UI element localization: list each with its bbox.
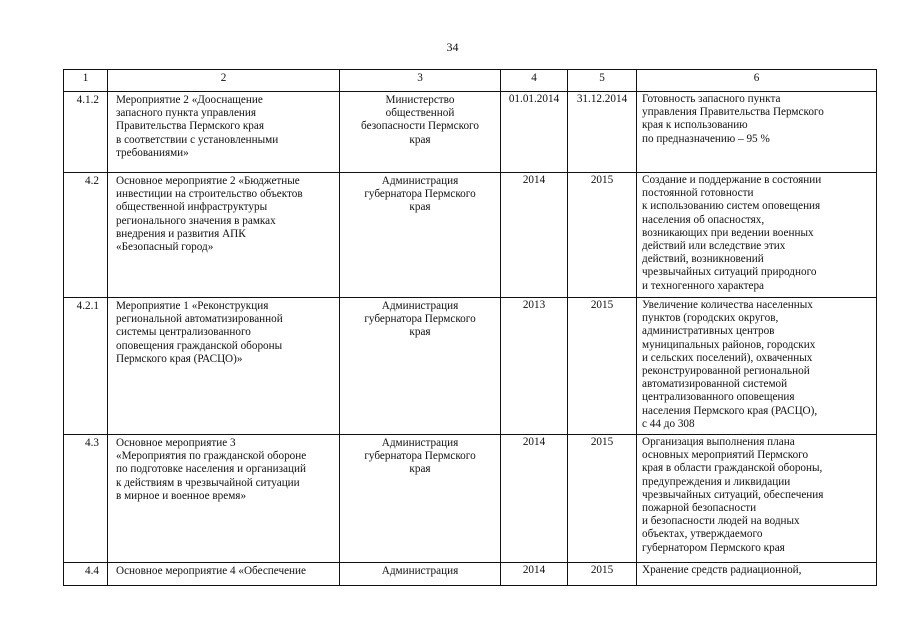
end-date: 2015 bbox=[568, 173, 637, 298]
table-row bbox=[64, 92, 877, 173]
start-date: 2013 bbox=[501, 298, 568, 435]
header-cell-5: 5 bbox=[568, 70, 637, 92]
expected-result: Готовность запасного пункта управления Правительства Пермского края к использованию по предназначению – 95 % bbox=[637, 92, 877, 173]
start-date: 2014 bbox=[501, 173, 568, 298]
end-date: 2015 bbox=[568, 563, 637, 586]
end-date: 2015 bbox=[568, 298, 637, 435]
start-date: 2014 bbox=[501, 435, 568, 563]
expected-result: Хранение средств радиационной, bbox=[637, 563, 877, 586]
end-date: 2015 bbox=[568, 435, 637, 563]
header-cell-1: 1 bbox=[64, 70, 108, 92]
expected-result: Создание и поддержание в состоянии постоянной готовности к использованию систем оповещения населения об опасностях, возникающих при ведении военных действий или вследствие этих действий, возникновений чрезвычайных ситуаций природного и техногенного характера bbox=[637, 173, 877, 298]
row-number: 4.3 bbox=[64, 435, 108, 563]
start-date: 01.01.2014 bbox=[501, 92, 568, 173]
activity-name: Основное мероприятие 3 «Мероприятия по гражданской обороне по подготовке населения и организаций к действиям в чрезвычайной ситуации в мирное и военное время» bbox=[108, 435, 340, 563]
expected-result: Организация выполнения плана основных мероприятий Пермского края в области гражданской обороны, предупреждения и ликвидации чрезвычайных ситуаций, обеспечения пожарной безопасности и безопасности людей на водных объектах, утверждаемого губернатором Пермского края bbox=[637, 435, 877, 563]
header-row bbox=[64, 70, 877, 92]
row-number: 4.1.2 bbox=[64, 92, 108, 173]
end-date: 31.12.2014 bbox=[568, 92, 637, 173]
activity-name: Основное мероприятие 2 «Бюджетные инвестиции на строительство объектов общественной инфраструктуры регионального значения в рамках внедрения и развития АПК «Безопасный город» bbox=[108, 173, 340, 298]
table-row bbox=[64, 173, 877, 298]
row-number: 4.2 bbox=[64, 173, 108, 298]
start-date: 2014 bbox=[501, 563, 568, 586]
executor: Администрация губернатора Пермского края bbox=[340, 173, 501, 298]
executor: Министерство общественной безопасности Пермского края bbox=[340, 92, 501, 173]
activity-name: Мероприятие 2 «Дооснащение запасного пункта управления Правительства Пермского края в соответствии с установленными требованиями» bbox=[108, 92, 340, 173]
page-number: 34 bbox=[446, 40, 459, 54]
activity-name: Мероприятие 1 «Реконструкция региональной автоматизированной системы централизованного оповещения гражданской обороны Пермского края (РАСЦО)» bbox=[108, 298, 340, 435]
header-cell-2: 2 bbox=[108, 70, 340, 92]
row-number: 4.2.1 bbox=[64, 298, 108, 435]
table-row bbox=[64, 435, 877, 563]
header-cell-3: 3 bbox=[340, 70, 501, 92]
header-cell-6: 6 bbox=[637, 70, 877, 92]
table-row bbox=[64, 298, 877, 435]
table-row bbox=[64, 563, 877, 586]
activity-name: Основное мероприятие 4 «Обеспечение bbox=[108, 563, 340, 586]
header-cell-4: 4 bbox=[501, 70, 568, 92]
row-number: 4.4 bbox=[64, 563, 108, 586]
expected-result: Увеличение количества населенных пунктов (городских округов, административных центров муниципальных районов, городских и сельских поселений), охваченных реконструированной региональной автоматизированной системой централизованного оповещения населения Пермского края (РАСЦО), с 44 до 308 bbox=[637, 298, 877, 435]
executor: Администрация губернатора Пермского края bbox=[340, 298, 501, 435]
program-activities-table bbox=[63, 69, 877, 586]
executor: Администрация bbox=[340, 563, 501, 586]
executor: Администрация губернатора Пермского края bbox=[340, 435, 501, 563]
